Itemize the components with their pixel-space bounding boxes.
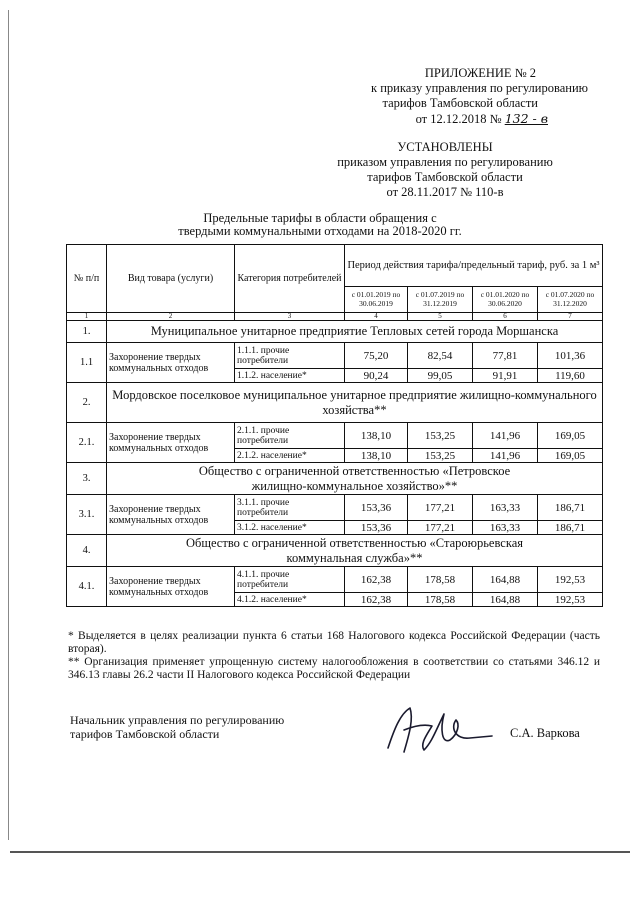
value-cell: 186,71 xyxy=(538,521,603,535)
category-cell: 4.1.2. население* xyxy=(235,593,345,607)
value-cell: 163,33 xyxy=(473,521,538,535)
header-num: № п/п xyxy=(67,245,107,313)
table-row xyxy=(67,495,603,521)
table-header-row xyxy=(67,245,603,287)
header-category: Категория потребителей xyxy=(235,245,345,313)
value-cell: 186,71 xyxy=(538,495,603,521)
value-cell: 153,36 xyxy=(345,495,408,521)
section-num: 4. xyxy=(67,535,107,567)
section-num: 3. xyxy=(67,463,107,495)
value-cell: 192,53 xyxy=(538,593,603,607)
org-name: Общество с ограниченной ответственностью «Староюрьевская коммунальная служба»** xyxy=(107,535,603,567)
org-name: Общество с ограниченной ответственностью «Петровское жилищно-коммунальное хозяйство»** xyxy=(107,463,603,495)
row-num: 4.1. xyxy=(67,567,107,607)
approved-line1: приказом управления по регулированию xyxy=(337,155,553,169)
category-cell: 4.1.1. прочие потребители xyxy=(235,567,345,593)
value-cell: 99,05 xyxy=(408,369,473,383)
colnum-4: 4 xyxy=(345,313,408,321)
colnum-3: 3 xyxy=(235,313,345,321)
value-cell: 153,25 xyxy=(408,449,473,463)
table-row xyxy=(67,343,603,369)
handwritten-number: 132 - в xyxy=(504,111,548,126)
value-cell: 153,25 xyxy=(408,423,473,449)
org-name: Мордовское поселковое муниципальное унитарное предприятие жилищно-коммунального хозяйства** xyxy=(107,383,603,423)
org-row-4 xyxy=(67,535,603,567)
appendix-header xyxy=(320,66,588,127)
footnotes xyxy=(68,630,600,682)
category-cell: 1.1.2. население* xyxy=(235,369,345,383)
product-name: Захоронение твердых коммунальных отходов xyxy=(107,567,235,607)
value-cell: 75,20 xyxy=(345,343,408,369)
value-cell: 169,05 xyxy=(538,423,603,449)
value-cell: 164,88 xyxy=(473,593,538,607)
footnote-1: * Выделяется в целях реализации пункта 6 статьи 168 Налогового кодекса Российской Федерации (часть вторая). xyxy=(68,630,600,655)
approved-line3: от 28.11.2017 № 110-в xyxy=(386,185,504,199)
document-title-line2: твердыми коммунальными отходами на 2018-2020 гг. xyxy=(178,224,462,238)
value-cell: 101,36 xyxy=(538,343,603,369)
value-cell: 153,36 xyxy=(345,521,408,535)
column-number-row xyxy=(67,313,603,321)
value-cell: 91,91 xyxy=(473,369,538,383)
document-title-line1: Предельные тарифы в области обращения с xyxy=(203,211,437,225)
value-cell: 178,58 xyxy=(408,567,473,593)
header-period-3: с 01.01.2020 по 30.06.2020 xyxy=(473,287,538,313)
table-row xyxy=(67,567,603,593)
header-product: Вид товара (услуги) xyxy=(107,245,235,313)
document-title xyxy=(120,212,520,238)
category-cell: 3.1.2. население* xyxy=(235,521,345,535)
approved-title: УСТАНОВЛЕНЫ xyxy=(397,140,493,154)
appendix-line3 xyxy=(320,111,588,127)
header-period-2: с 01.07.2019 по 31.12.2019 xyxy=(408,287,473,313)
scan-bottom-edge xyxy=(10,851,630,853)
row-num: 3.1. xyxy=(67,495,107,535)
value-cell: 77,81 xyxy=(473,343,538,369)
value-cell: 82,54 xyxy=(408,343,473,369)
category-cell: 2.1.2. население* xyxy=(235,449,345,463)
position-line2: тарифов Тамбовской области xyxy=(70,727,220,741)
appendix-line2: тарифов Тамбовской области xyxy=(382,96,538,110)
value-cell: 164,88 xyxy=(473,567,538,593)
approved-line2: тарифов Тамбовской области xyxy=(367,170,523,184)
table-row xyxy=(67,423,603,449)
appendix-title: ПРИЛОЖЕНИЕ № 2 xyxy=(424,66,536,80)
value-cell: 141,96 xyxy=(473,449,538,463)
product-name: Захоронение твердых коммунальных отходов xyxy=(107,343,235,383)
section-num: 1. xyxy=(67,321,107,343)
value-cell: 169,05 xyxy=(538,449,603,463)
value-cell: 119,60 xyxy=(538,369,603,383)
approved-header xyxy=(300,140,590,200)
colnum-6: 6 xyxy=(473,313,538,321)
value-cell: 177,21 xyxy=(408,495,473,521)
value-cell: 192,53 xyxy=(538,567,603,593)
scan-margin-line xyxy=(8,10,9,840)
section-num: 2. xyxy=(67,383,107,423)
org-name: Муниципальное унитарное предприятие Тепловых сетей города Моршанска xyxy=(107,321,603,343)
handwritten-signature xyxy=(380,700,500,760)
colnum-5: 5 xyxy=(408,313,473,321)
footnote-2: ** Организация применяет упрощенную систему налогообложения в соответствии со статьями 346.12 и 346.13 главы 26.2 части II Налогового кодекса Российской Федерации xyxy=(68,656,600,681)
row-num: 2.1. xyxy=(67,423,107,463)
value-cell: 141,96 xyxy=(473,423,538,449)
header-period-4: с 01.07.2020 по 31.12.2020 xyxy=(538,287,603,313)
signatory-name: С.А. Варкова xyxy=(510,726,580,740)
value-cell: 138,10 xyxy=(345,449,408,463)
signatory-position xyxy=(70,713,284,741)
appendix-line1: к приказу управления по регулированию xyxy=(371,81,588,95)
row-num: 1.1 xyxy=(67,343,107,383)
header-period: Период действия тарифа/предельный тариф, руб. за 1 м³ xyxy=(345,245,603,287)
value-cell: 138,10 xyxy=(345,423,408,449)
header-period-1: с 01.01.2019 по 30.06.2019 xyxy=(345,287,408,313)
colnum-7: 7 xyxy=(538,313,603,321)
value-cell: 90,24 xyxy=(345,369,408,383)
category-cell: 3.1.1. прочие потребители xyxy=(235,495,345,521)
value-cell: 162,38 xyxy=(345,593,408,607)
colnum-2: 2 xyxy=(107,313,235,321)
value-cell: 162,38 xyxy=(345,567,408,593)
value-cell: 178,58 xyxy=(408,593,473,607)
colnum-1: 1 xyxy=(67,313,107,321)
product-name: Захоронение твердых коммунальных отходов xyxy=(107,495,235,535)
org-row-2 xyxy=(67,383,603,423)
appendix-date: от 12.12.2018 № xyxy=(415,112,502,126)
tariffs-table xyxy=(66,244,603,607)
value-cell: 177,21 xyxy=(408,521,473,535)
position-line1: Начальник управления по регулированию xyxy=(70,713,285,727)
value-cell: 163,33 xyxy=(473,495,538,521)
category-cell: 2.1.1. прочие потребители xyxy=(235,423,345,449)
product-name: Захоронение твердых коммунальных отходов xyxy=(107,423,235,463)
org-row-3 xyxy=(67,463,603,495)
org-row-1 xyxy=(67,321,603,343)
category-cell: 1.1.1. прочие потребители xyxy=(235,343,345,369)
